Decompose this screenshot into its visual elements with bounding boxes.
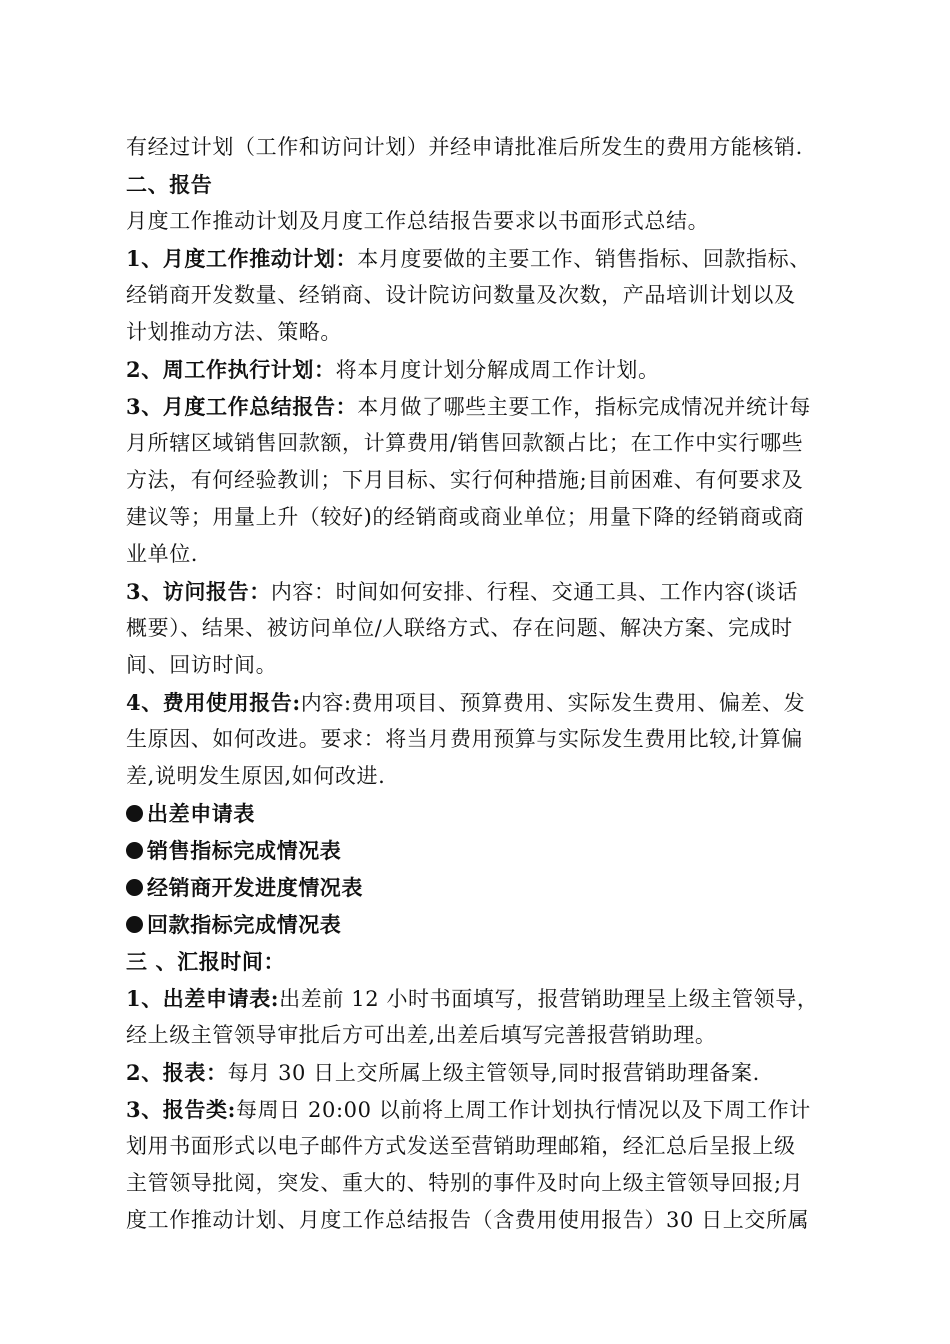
item-label: 4、费用使用报告: — [126, 690, 301, 715]
bullet-text: 销售指标完成情况表 — [147, 838, 342, 863]
bullet-item — [126, 869, 838, 906]
item-text: 出差前 12 小时书面填写，报营销助理呈上级主管领导， — [279, 987, 819, 1011]
bullet-dot-icon — [126, 916, 143, 933]
paragraph-line: 建议等；用量上升（较好)的经销商或商业单位；用量下降的经销商或商 — [126, 505, 805, 529]
item-visit-report — [126, 573, 838, 610]
item-text: 本月度要做的主要工作、销售指标、回款指标、 — [357, 247, 811, 271]
bullet-text: 出差申请表 — [147, 801, 255, 826]
item-text: 将本月度计划分解成周工作计划。 — [335, 358, 660, 382]
item-label: 2、报表： — [126, 1060, 228, 1085]
paragraph-line: 经上级主管领导审批后方可出差,出差后填写完善报营销助理。 — [126, 1023, 717, 1047]
paragraph-line: 业单位. — [126, 542, 199, 566]
section-heading-report: 二、报告 — [126, 172, 213, 197]
paragraph-line: 有经过计划（工作和访问计划）并经申请批准后所发生的费用方能核销. — [126, 135, 803, 159]
item-report-types — [126, 1091, 838, 1128]
item-label: 3、报告类: — [126, 1097, 236, 1122]
paragraph-line: 方法，有何经验教训；下月目标、实行何种措施;目前困难、有何要求及 — [126, 468, 804, 492]
document-page — [126, 129, 838, 1239]
item-label: 1、出差申请表: — [126, 986, 280, 1011]
paragraph-line: 月所辖区域销售回款额，计算费用/销售回款额占比；在工作中实行哪些 — [126, 431, 804, 455]
bullet-item — [126, 795, 838, 832]
bullet-item — [126, 832, 838, 869]
item-text: 每月 30 日上交所属上级主管领导,同时报营销助理备案. — [227, 1061, 760, 1085]
item-label: 2、周工作执行计划： — [126, 357, 336, 382]
section-heading-report-time: 三 、汇报时间： — [126, 949, 286, 974]
paragraph-line: 经销商开发数量、经销商、设计院访问数量及次数，产品培训计划以及 — [126, 283, 796, 307]
paragraph-line: 差,说明发生原因,如何改进. — [126, 764, 386, 788]
item-text: 本月做了哪些主要工作，指标完成情况并统计每 — [357, 395, 811, 419]
item-monthly-summary — [126, 388, 838, 425]
item-text: 内容:费用项目、预算费用、实际发生费用、偏差、发 — [300, 691, 806, 715]
item-travel-form — [126, 980, 838, 1017]
paragraph-line: 主管领导批阅，突发、重大的、特别的事件及时向上级主管领导回报;月 — [126, 1171, 804, 1195]
item-label: 3、月度工作总结报告： — [126, 394, 358, 419]
bullet-dot-icon — [126, 879, 143, 896]
paragraph-line: 生原因、如何改进。要求：将当月费用预算与实际发生费用比较,计算偏 — [126, 727, 803, 751]
item-label: 3、访问报告： — [126, 579, 271, 604]
item-reports-form — [126, 1054, 838, 1091]
item-expense-report — [126, 684, 838, 721]
paragraph-line: 月度工作推动计划及月度工作总结报告要求以书面形式总结。 — [126, 209, 710, 233]
paragraph-line: 度工作推动计划、月度工作总结报告（含费用使用报告）30 日上交所属 — [126, 1208, 810, 1232]
paragraph-line: 间、回访时间。 — [126, 653, 278, 677]
item-label: 1、月度工作推动计划： — [126, 246, 358, 271]
item-weekly-plan — [126, 351, 838, 388]
bullet-text: 经销商开发进度情况表 — [147, 875, 363, 900]
bullet-text: 回款指标完成情况表 — [147, 912, 342, 937]
item-text: 内容：时间如何安排、行程、交通工具、工作内容(谈话 — [270, 580, 799, 604]
paragraph-line: 计划推动方法、策略。 — [126, 320, 342, 344]
paragraph-line: 划用书面形式以电子邮件方式发送至营销助理邮箱，经汇总后呈报上级 — [126, 1134, 796, 1158]
item-monthly-plan — [126, 240, 838, 277]
item-text: 每周日 20:00 以前将上周工作计划执行情况以及下周工作计 — [235, 1098, 811, 1122]
bullet-item — [126, 906, 838, 943]
bullet-dot-icon — [126, 842, 143, 859]
paragraph-line: 概要）、结果、被访问单位/人联络方式、存在问题、解决方案、完成时 — [126, 616, 793, 640]
bullet-dot-icon — [126, 805, 143, 822]
